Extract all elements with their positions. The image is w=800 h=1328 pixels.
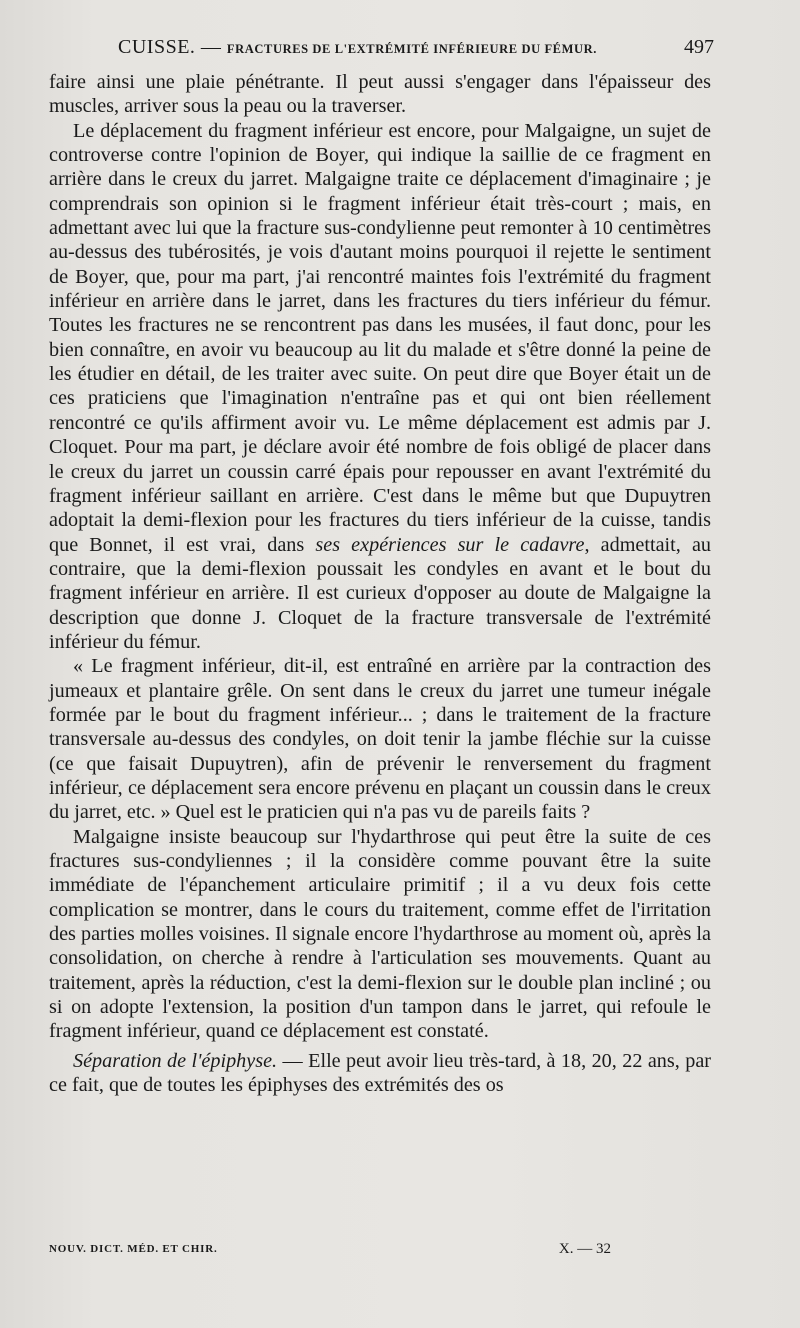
paragraph-5-text: — Elle peut avoir lieu très-tard, à 18, 20, 22 ans, par ce fait, que de toutes les épiphyses des extrémités des os [49,1049,711,1097]
body-text [49,70,711,1097]
running-header [118,36,714,60]
footer-signature: X. — 32 [558,1241,611,1257]
running-title-dash: — [195,36,227,58]
paragraph-1-text: faire ainsi une plaie pénétrante. Il peut aussi s'engager dans l'épaisseur des muscles, arriver sous la peau ou la traverser. [49,71,711,118]
page-number: 497 [684,36,714,58]
running-title-sub: FRACTURES DE L'EXTRÉMITÉ INFÉRIEURE DU FÉMUR. [226,42,597,56]
paragraph-3-quotation [49,654,711,824]
paragraph-1 [49,70,711,119]
paragraph-4-text: Malgaigne insiste beaucoup sur l'hydarthrose qui peut être la suite de ces fractures sus-condyliennes ; il la considère comme pouvant être la suite immédiate de l'épanchement articulaire primitif ; il a vu deux fois cette complication se montrer, dans le cours du traitement, comme effet de l'irritation des parties molles voisines. Il signale encore l'hydarthrose au moment où, après la consolidation, on cherche à rendre à l'articulation ses mouvements. Quant au traitement, après la réduction, c'est la demi-flexion sur le double plan incliné ; ou si on adopte l'extension, la position d'un tampon dans le jarret, qui refoule le fragment inférieur, quand ce déplacement est constaté. [49,825,711,1043]
section-heading-epiphyse: Séparation de l'épiphyse. [73,1049,278,1072]
paragraph-3-text: « Le fragment inférieur, dit-il, est entraîné en arrière par la contraction des jumeaux et plantaire grêle. On sent dans le creux du jarret une tumeur inégale formée par le bout du fragment inférieur... ; dans le traitement de la fracture transversale au-dessus des condyles, on doit tenir la jambe fléchie sur la cuisse (ce que faisait Dupuytren), afin de prévenir le renversement du fragment inférieur, ce déplacement sera encore prévenu en plaçant un coussin dans le creux du jarret, etc. » Quel est le praticien qui n'a pas vu de pareils faits ? [49,655,711,824]
paragraph-2-italic: ses expériences sur le cadavre [315,533,585,556]
running-title [118,36,597,59]
page-footer [49,1241,711,1259]
footer-publication: NOUV. DICT. MÉD. ET CHIR. [49,1243,218,1255]
paragraph-5 [49,1049,711,1098]
paragraph-4 [49,825,711,1044]
paragraph-2 [49,119,711,655]
paragraph-2-text-b: , admettait, au contraire, que la demi-flexion poussait les condyles en avant et le bout du fragment inférieur en arrière. Il est curieux d'opposer au doute de Malgaigne la description que donne J. Cloquet de la fracture transversale de l'extrémité inférieur du fémur. [49,533,712,653]
running-title-main: CUISSE. [118,36,196,58]
paragraph-2-text-a: Le déplacement du fragment inférieur est encore, pour Malgaigne, un sujet de controverse contre l'opinion de Boyer, qui indique la saillie de ce fragment en arrière dans le creux du jarret. Malgaigne traite ce déplacement d'imaginaire ; je comprendrais son opinion si le fragment inférieur était très-court ; mais, en admettant avec lui que la fracture sus-condylienne peut remonter à 10 centimètres au-dessus des tubérosités, je vois d'autant moins pourquoi il rejette le sentiment de Boyer, que, pour ma part, j'ai rencontré maintes fois l'extrémité du fragment inférieur en arrière dans le jarret, dans les fractures du tiers inférieur du fémur. Toutes les fractures ne se rencontrent pas dans les musées, il faut donc, pour les bien connaître, en avoir vu beaucoup au lit du malade et s'être donné la peine de les étudier en détail, de les traiter avec suite. On peut dire que Boyer était un de ces praticiens que l'imagination n'entraîne pas et qui ont bien réellement rencontré ce qu'ils affirment avoir vu. Le même déplacement est admis par J. Cloquet. Pour ma part, je déclare avoir été nombre de fois obligé de placer dans le creux du jarret un coussin carré épais pour repousser en avant l'extrémité du fragment inférieur saillant en arrière. C'est dans le même but que Dupuytren adoptait la demi-flexion pour les fractures du tiers inférieur de la cuisse, tandis que Bonnet, il est vrai, dans [49,119,711,556]
